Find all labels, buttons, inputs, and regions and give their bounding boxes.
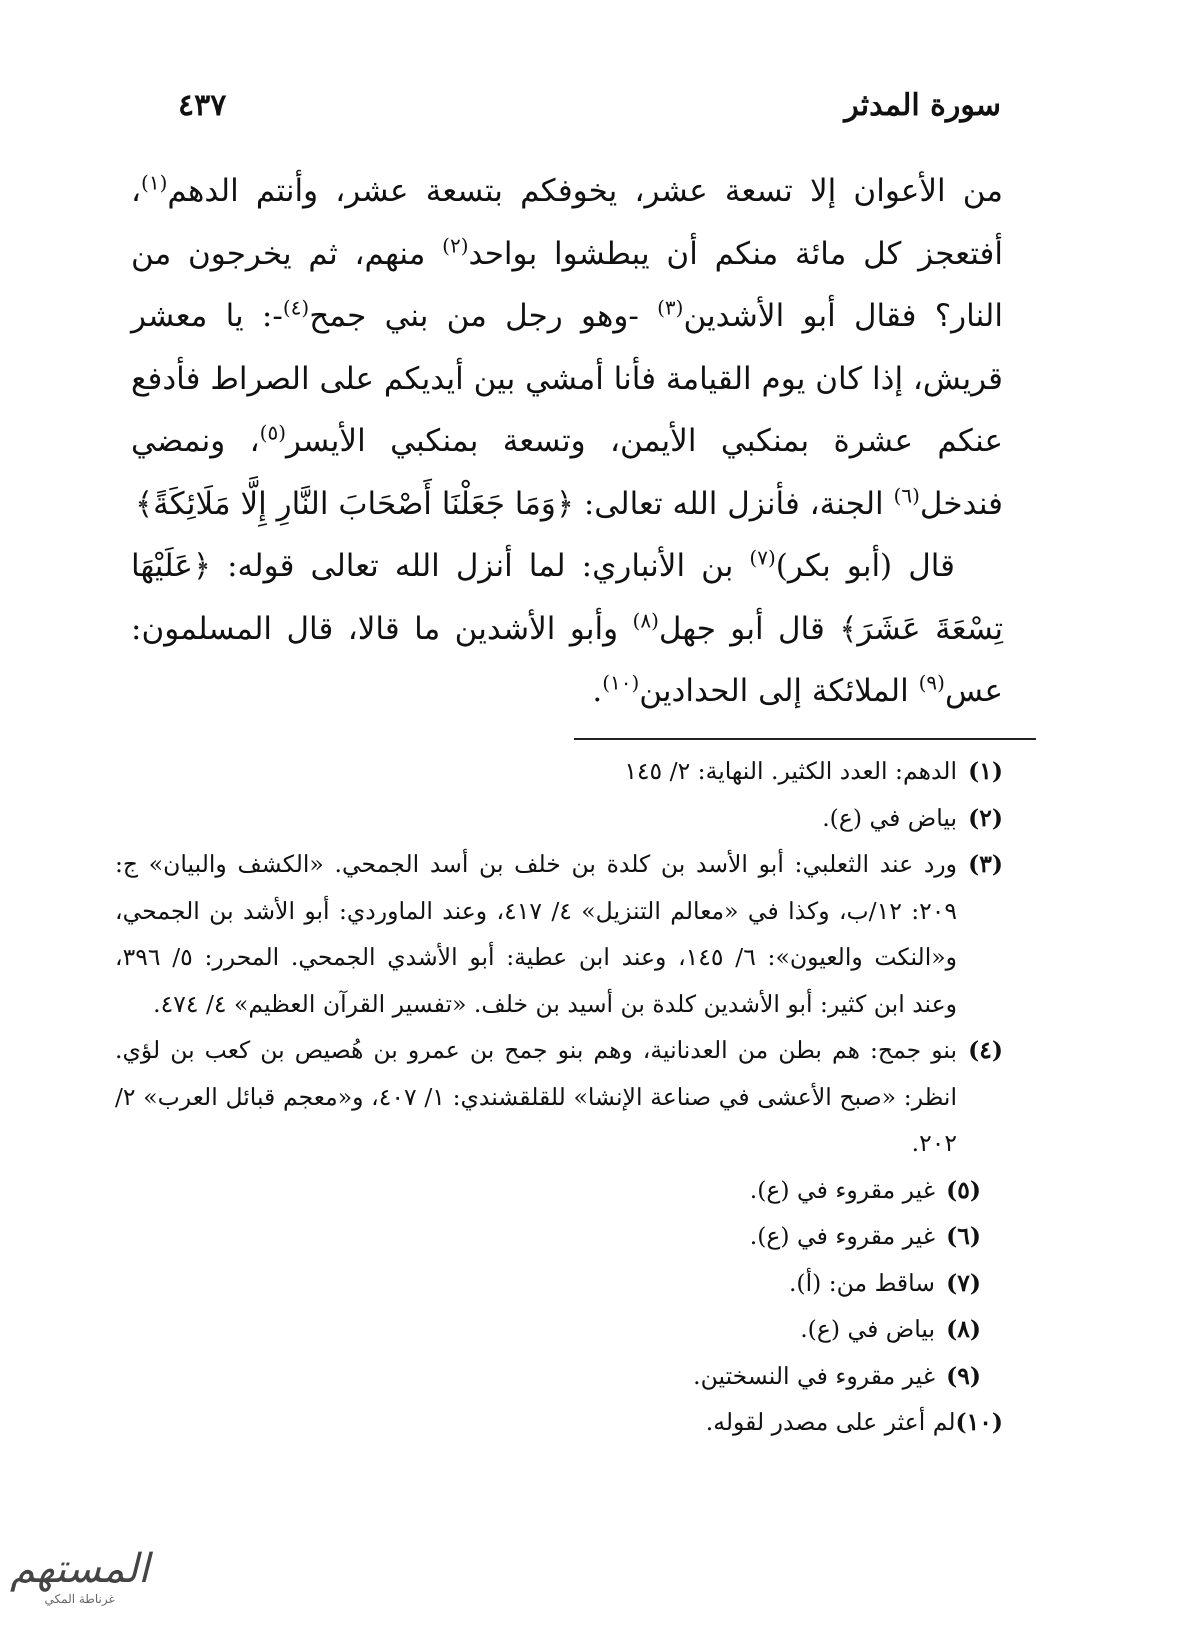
- main-text: [131, 160, 1003, 723]
- text-run: ، ونمضي فندخل: [131, 423, 1003, 522]
- footnote-text: غير مقروء في (ع).: [749, 1222, 935, 1250]
- footnote-ref[interactable]: (١): [141, 170, 168, 195]
- watermark-text: المستهم: [10, 1546, 150, 1592]
- footnote: [115, 1353, 981, 1400]
- footnote: [115, 1213, 981, 1260]
- footnote-ref[interactable]: (٣): [657, 295, 684, 320]
- footnote-text: بياض في (ع).: [822, 803, 957, 832]
- text-run: الملائكة إلى الحدادين: [639, 673, 919, 709]
- text-run: وأبو الأشدين ما قالا، قال المسلمون: عس: [131, 610, 1003, 709]
- footnote-ref[interactable]: (٧): [749, 545, 776, 570]
- text-run: ، أفتعجز كل مائة منكم أن يبطشوا بواحد: [131, 173, 1003, 272]
- footnote-number: (٣): [968, 850, 1003, 878]
- footnote-text: غير مقروء في النسختين.: [693, 1361, 935, 1390]
- footnote-text: لم أعثر على مصدر لقوله.: [705, 1408, 956, 1436]
- footnote-number: (٦): [946, 1222, 981, 1250]
- footnotes: [115, 748, 1003, 1446]
- footnote: [115, 841, 1003, 1027]
- text-run: .: [592, 673, 603, 709]
- page-number: ٤٣٧: [178, 88, 227, 123]
- footnote-separator: [574, 738, 1036, 740]
- footnote-ref[interactable]: (٨): [632, 608, 659, 633]
- footnote-text: الدهم: العدد الكثير. النهاية: ٢/ ١٤٥: [624, 757, 957, 785]
- text-run: قال (أبو بكر): [775, 548, 956, 584]
- footnote-number: (٩): [946, 1361, 981, 1390]
- footnote-number: (١): [968, 757, 1003, 785]
- footnote: [115, 1260, 981, 1307]
- text-run: من الأعوان إلا تسعة عشر، يخوفكم بتسعة عشر، وأنتم الدهم: [167, 173, 1003, 209]
- text-run: منهم، ثم يخرجون من النار؟ فقال أبو الأشدين: [131, 235, 1003, 334]
- footnote-number: (٤): [968, 1036, 1003, 1064]
- footnote: [115, 1167, 981, 1214]
- footnote-number: (١٠): [955, 1408, 1003, 1436]
- text-run: الجنة، فأنزل الله تعالى: ﴿وَمَا جَعَلْنَا أَصْحَابَ النَّارِ إِلَّا مَلَائِكَةً﴾: [135, 485, 894, 522]
- surah-title: سورة المدثر: [844, 88, 1001, 123]
- footnote-text: بياض في (ع).: [800, 1315, 935, 1343]
- footnote-ref[interactable]: (١٠): [602, 670, 640, 695]
- footnote: [115, 1306, 981, 1353]
- watermark-logo: [10, 1546, 149, 1606]
- main-paragraph-2: [131, 535, 1003, 723]
- footnote-text: ورد عند الثعلبي: أبو الأسد بن كلدة بن خلف بن أسد الجمحي. «الكشف والبيان» ج: ٢٠٩: ١٢/ب، وكذا في «معالم التنزيل» ٤/ ٤١٧، وعند الماوردي: أبو الأشد بن الجمحي، و«النكت والعيون»: ٦/ ١٤٥، وعند ابن عطية: أبو الأشدي الجمحي. المحرر: ٥/ ٣٩٦، وعند ابن كثير: أبو الأشدين كلدة بن أسيد بن خلف. «تفسير القرآن العظيم» ٤/ ٤٧٤.: [115, 850, 958, 1018]
- footnote-number: (٨): [946, 1315, 981, 1343]
- footnote: [115, 748, 1003, 795]
- footnote-number: (٧): [946, 1268, 981, 1297]
- footnote-number: (٥): [946, 1175, 981, 1204]
- footnote: [115, 1027, 1003, 1167]
- footnote-text: ساقط من: (أ).: [788, 1268, 935, 1297]
- footnote: [115, 795, 1003, 842]
- text-run: -: يا معشر قريش، إذا كان يوم القيامة فأنا أمشي بين أيديكم على الصراط فأدفع عنكم عشرة بمنكبي الأيمن، وتسعة بمنكبي الأيسر: [131, 298, 1003, 459]
- text-run: -وهو رجل من بني جمح: [309, 298, 658, 334]
- footnote-ref[interactable]: (٩): [918, 670, 945, 695]
- footnote-text: غير مقروء في (ع).: [749, 1175, 935, 1204]
- footnote-number: (٢): [968, 803, 1003, 832]
- footnote-text: بنو جمح: هم بطن من العدنانية، وهم بنو جمح بن عمرو بن هُصيص بن كعب بن لؤي. انظر: «صبح الأعشى في صناعة الإنشا» للقلقشندي: ١/ ٤٠٧، و«معجم قبائل العرب» ٢/ ٢٠٢.: [115, 1036, 958, 1157]
- main-paragraph-1: [131, 160, 1003, 535]
- text-run: بن الأنباري: لما أنزل الله تعالى قوله: ﴿عَلَيْهَا تِسْعَةَ عَشَرَ﴾ قال أبو جهل: [131, 548, 1003, 647]
- footnote-ref[interactable]: (٤): [282, 295, 310, 320]
- footnote: [115, 1399, 1003, 1446]
- watermark-subtext: غرناطة المكي: [44, 1592, 115, 1606]
- footnote-ref[interactable]: (٢): [442, 233, 469, 258]
- footnote-ref[interactable]: (٥): [259, 420, 287, 445]
- footnote-ref[interactable]: (٦): [893, 483, 920, 508]
